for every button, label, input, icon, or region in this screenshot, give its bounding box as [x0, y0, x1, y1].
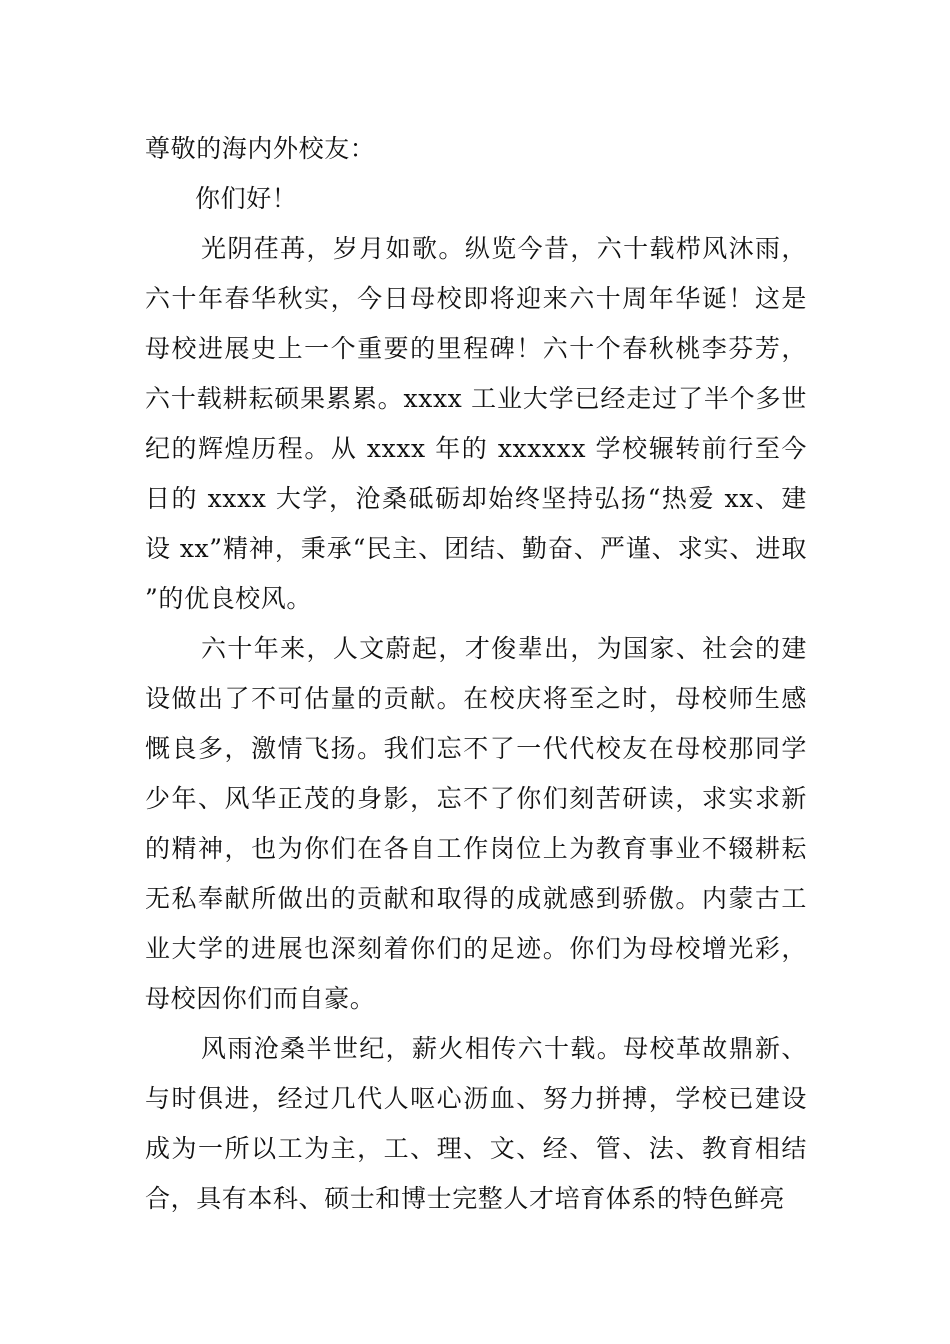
letter-body	[145, 124, 807, 1224]
paragraph-alumni: 六十年来，人文蔚起，才俊辈出，为国家、社会的建设做出了不可估量的贡献。在校庆将至之时，母校师生感慨良多，激情飞扬。我们忘不了一代代校友在母校那同学少年、风华正茂的身影，忘不了你们刻苦研读，求实求新的精神，也为你们在各自工作岗位上为教育事业不辍耕耘无私奉献所做出的贡献和取得的成就感到骄傲。内蒙古工业大学的进展也深刻着你们的足迹。你们为母校增光彩，母校因你们而自豪。	[145, 634, 807, 1013]
greeting: 你们好！	[195, 184, 298, 213]
paragraph-history: 光阴荏苒，岁月如歌。纵览今昔，六十载栉风沐雨，六十年春华秋实，今日母校即将迎来六十周年华诞！这是母校进展史上一个重要的里程碑！六十个春秋桃李芬芳，六十载耕耘硕果累累。xxxx 工业大学已经走过了半个多世纪的辉煌历程。从 xxxx 年的 xxxxxx 学校辗转前行至今日的 xxxx 大学，沧桑砥砺却始终坚持弘扬“热爱 xx、建设 xx”精神，秉承“民主、团结、勤奋、严谨、求实、进取”的优良校风。	[145, 234, 807, 613]
paragraph-development: 风雨沧桑半世纪，薪火相传六十载。母校革故鼎新、与时俱进，经过几代人呕心沥血、努力拼搏，学校已建设成为一所以工为主，工、理、文、经、管、法、教育相结合，具有本科、硕士和博士完整人才培育体系的特色鲜亮	[145, 1034, 807, 1213]
salutation: 尊敬的海内外校友：	[145, 134, 376, 163]
